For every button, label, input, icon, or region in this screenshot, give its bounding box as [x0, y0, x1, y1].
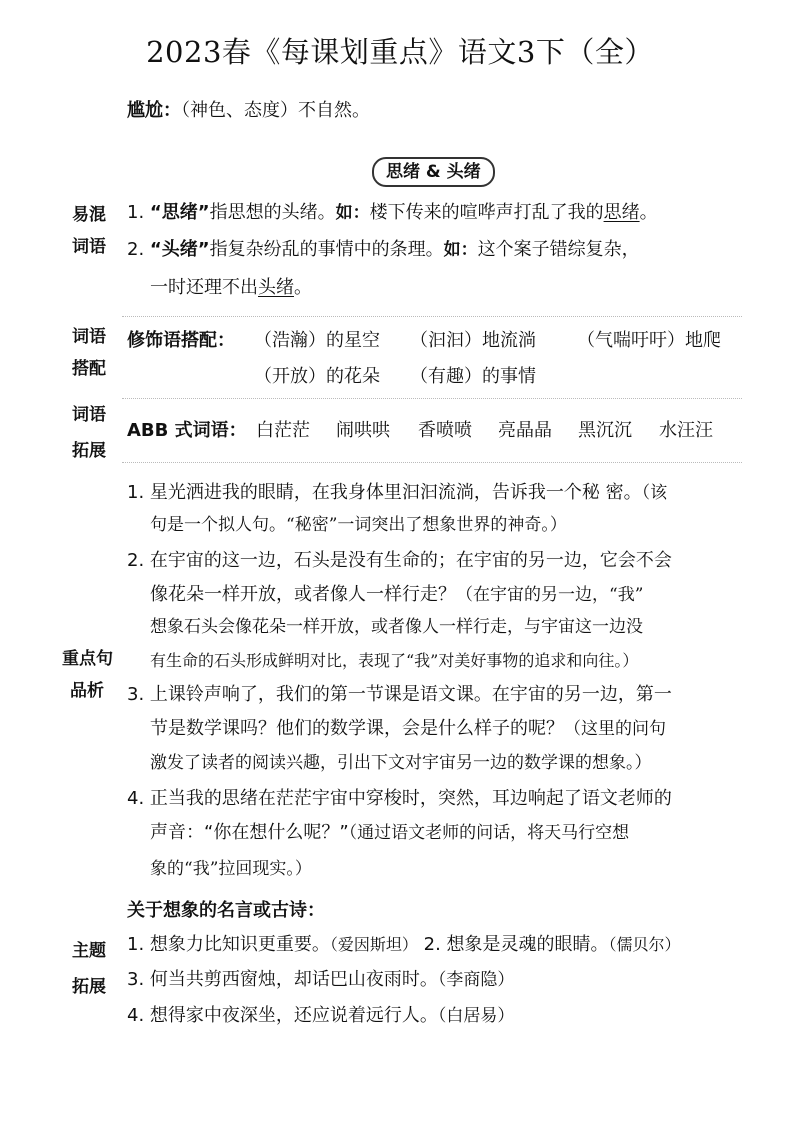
confusable-item-1	[127, 200, 658, 226]
theme-note: （爱因斯坦）	[329, 935, 418, 954]
side-label-line: 拓展	[72, 441, 106, 461]
sentence-note: （在宇宙的另一边，“我”	[456, 585, 644, 605]
example-label: 如：	[335, 203, 370, 223]
example-underlined: 头绪	[258, 277, 294, 298]
item-number: 2.	[127, 239, 150, 260]
intro-definition: （神色、态度）不自然。	[181, 100, 370, 121]
collocation-phrase: （开放）的花朵	[254, 366, 380, 387]
sentence-note: 有生命的石头形成鲜明对比，表现了“我”对美好事物的追求和向往。）	[150, 651, 639, 670]
key-sentence-line	[127, 548, 672, 574]
intro-term: 尴尬：	[127, 100, 181, 121]
example-text: 楼下传来的喧哗声打乱了我的	[369, 202, 604, 223]
side-label-expansion	[72, 404, 106, 462]
collocation-label: 修饰语搭配：	[127, 330, 235, 351]
sentence-text: 声音：“你在想什么呢？”	[150, 822, 349, 843]
key-sentence-line	[150, 582, 643, 608]
theme-note: （白居易）	[437, 1006, 515, 1026]
example-text: 这个案子错综复杂，	[477, 239, 640, 260]
key-sentence-line	[127, 682, 672, 708]
sentence-text: 1. 星光洒进我的眼睛，在我身体里汩汩流淌，告诉我一个秘 密。	[127, 482, 642, 503]
sentence-note: （该	[641, 483, 668, 503]
theme-text: 2. 想象是灵魂的眼睛。	[417, 934, 609, 955]
theme-line	[127, 1003, 514, 1029]
side-label-line: 易混	[72, 205, 106, 225]
example-end: 。	[294, 277, 312, 298]
divider	[122, 462, 742, 463]
example-text: 一时还理不出	[150, 277, 258, 298]
side-label-theme	[72, 940, 106, 998]
sentence-text: 节是数学课吗？他们的数学课，会是什么样子的呢？	[150, 718, 564, 739]
side-label-line: 搭配	[72, 359, 106, 379]
key-sentence-line	[150, 820, 629, 846]
sentence-note: （这里的问句	[564, 719, 666, 739]
confusable-item-2-cont	[150, 275, 312, 301]
item-term: “头绪”	[149, 239, 210, 260]
key-sentence-line	[150, 648, 638, 674]
theme-note: （儒贝尔）	[608, 935, 681, 954]
key-sentence-line	[150, 750, 652, 776]
key-sentence-line	[150, 856, 312, 882]
sentence-note: 句是一个拟人句。“秘密”一词突出了想象世界的神奇。）	[150, 515, 567, 535]
side-label-line: 主题	[72, 941, 106, 961]
sentence-note: （通过语文老师的问话，将天马行空想	[348, 823, 630, 843]
theme-text: 3. 何当共剪西窗烛，却话巴山夜雨时。	[127, 969, 438, 990]
example-underlined: 思绪	[603, 202, 640, 223]
sentence-text: 2. 在宇宙的这一边，石头是没有生命的；在宇宙的另一边，它会不会	[127, 550, 672, 571]
collocation-phrase: （有趣）的事情	[410, 366, 536, 387]
confusable-item-2	[127, 237, 640, 263]
key-sentence-line	[150, 716, 666, 742]
side-label-line: 重点句	[62, 649, 113, 669]
key-sentence-line	[150, 512, 567, 538]
example-end: 。	[639, 202, 658, 223]
theme-line	[127, 932, 681, 958]
abb-word: 水汪汪	[659, 420, 713, 441]
example-label: 如：	[443, 240, 478, 260]
sentence-note: 想象石头会像花朵一样开放，或者像人一样行走，与宇宙这一边没	[150, 617, 643, 637]
key-sentence-line	[127, 786, 672, 812]
item-number: 1.	[127, 202, 150, 223]
intro-line	[127, 98, 370, 124]
collocation-phrase: （浩瀚）的星空	[254, 330, 380, 351]
key-sentence-line	[150, 614, 643, 640]
theme-note: （李商隐）	[437, 970, 515, 990]
side-label-line: 词语	[72, 327, 106, 347]
side-label-line: 品析	[70, 681, 104, 701]
sentence-text: 像花朵一样开放，或者像人一样行走？	[150, 584, 456, 605]
abb-word: 香喷喷	[418, 420, 472, 441]
sentence-note: 象的“我”拉回现实。）	[150, 859, 312, 879]
side-label-confusable	[72, 204, 106, 258]
item-definition: 指复杂纷乱的事情中的条理。	[209, 239, 444, 260]
theme-text: 1. 想象力比知识更重要。	[127, 934, 330, 955]
page-title: 2023春《每课划重点》语文3下（全）	[146, 35, 654, 69]
abb-word: 亮晶晶	[498, 420, 552, 441]
theme-line	[127, 967, 514, 993]
abb-word: 白茫茫	[256, 420, 310, 441]
expansion-label: ABB 式词语：	[127, 420, 247, 441]
sentence-note: 激发了读者的阅读兴趣，引出下文对宇宙另一边的数学课的想象。）	[150, 753, 652, 773]
side-label-line: 词语	[72, 405, 106, 425]
divider	[122, 316, 742, 317]
key-sentence-line	[127, 480, 667, 506]
side-label-line: 拓展	[72, 977, 106, 997]
confusable-badge: 思绪 & 头绪	[372, 157, 495, 187]
collocation-phrase: （汩汩）地流淌	[410, 330, 536, 351]
abb-word: 闹哄哄	[336, 420, 390, 441]
side-label-key-sentences	[62, 648, 113, 702]
side-label-line: 词语	[72, 237, 106, 257]
theme-text: 4. 想得家中夜深坐，还应说着远行人。	[127, 1005, 438, 1026]
item-term: “思绪”	[149, 202, 210, 223]
sentence-text: 3. 上课铃声响了，我们的第一节课是语文课。在宇宙的另一边，第一	[127, 684, 672, 705]
item-definition: 指思想的头绪。	[209, 202, 336, 223]
sentence-text: 4. 正当我的思绪在茫茫宇宙中穿梭时，突然，耳边响起了语文老师的	[127, 788, 672, 809]
collocation-phrase: （气喘吁吁）地爬	[577, 330, 721, 351]
abb-word: 黑沉沉	[578, 420, 632, 441]
theme-heading: 关于想象的名言或古诗：	[127, 900, 325, 921]
divider	[122, 398, 742, 399]
side-label-collocation	[72, 326, 106, 380]
